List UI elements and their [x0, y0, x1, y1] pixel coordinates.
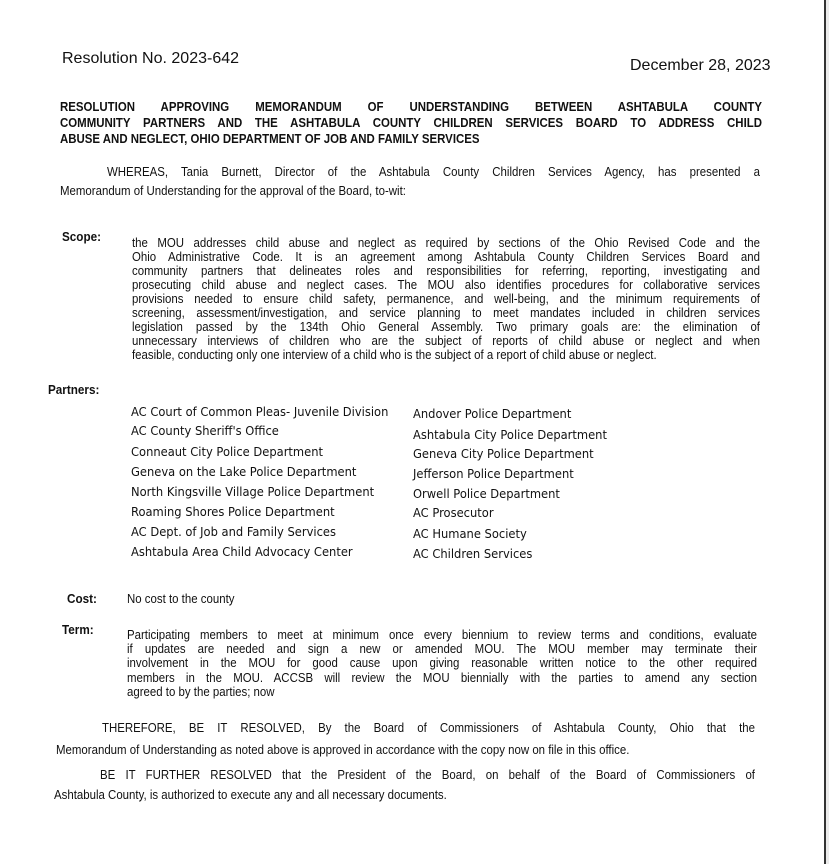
title-line: ABUSE AND NEGLECT, OHIO DEPARTMENT OF JOB AND FAMILY SERVICES: [60, 131, 480, 146]
partner-item: Geneva City Police Department: [413, 446, 594, 461]
partner-item: North Kingsville Village Police Department: [131, 484, 375, 499]
scope-line: legislation passed by the 134th Ohio General Assembly. Two primary goals are: the elimination of: [132, 319, 760, 334]
partner-item: AC Children Services: [413, 546, 533, 561]
term-label: Term:: [62, 622, 94, 637]
whereas-line: Memorandum of Understanding for the approval of the Board, to-wit:: [60, 183, 406, 198]
page-edge: [824, 0, 826, 864]
partner-item: Ashtabula Area Child Advocacy Center: [131, 544, 353, 559]
scope-line: provisions needed to ensure child safety, permanence, and well-being, and the minimum requirements of: [132, 291, 760, 306]
partner-item: Ashtabula City Police Department: [413, 427, 607, 442]
term-line: agreed to by the parties; now: [127, 683, 275, 699]
resolution-date: December 28, 2023: [630, 57, 771, 74]
scope-line: feasible, conducting only one interview of a child who is the subject of a report of child abuse or neglect.: [132, 347, 657, 362]
further-line: BE IT FURTHER RESOLVED that the President of the Board, on behalf of the Board of Commissioners of: [100, 767, 755, 782]
partner-item: AC Prosecutor: [413, 505, 494, 520]
therefore-line: THEREFORE, BE IT RESOLVED, By the Board of Commissioners of Ashtabula County, Ohio that the: [102, 720, 755, 735]
whereas-line: WHEREAS, Tania Burnett, Director of the Ashtabula County Children Services Agency, has presented a: [107, 164, 760, 179]
term-line: involvement in the MOU for good cause upon giving reasonable written notice to the other required: [127, 655, 757, 671]
scope-line: Ohio Administrative Code. It is an agreement among Ashtabula County Children Services Board and: [132, 249, 760, 264]
partner-item: AC County Sheriff's Office: [131, 423, 279, 438]
partner-item: Orwell Police Department: [413, 486, 560, 501]
partner-item: Andover Police Department: [413, 406, 572, 421]
further-line: Ashtabula County, is authorized to execute any and all necessary documents.: [54, 787, 447, 802]
scope-line: screening, assessment/investigation, and service planning to meet mandates included in children services: [132, 305, 760, 320]
partner-item: AC Humane Society: [413, 526, 527, 541]
term-line: if updates are needed and sign a new or amended MOU. The MOU member may terminate their: [127, 641, 757, 657]
partner-item: AC Court of Common Pleas- Juvenile Division: [131, 404, 389, 419]
partner-item: AC Dept. of Job and Family Services: [131, 524, 336, 539]
scope-line: unnecessary interviews of children who are the subject of reports of child abuse or neglect and when: [132, 333, 760, 348]
partner-item: Roaming Shores Police Department: [131, 504, 335, 519]
partner-item: Geneva on the Lake Police Department: [131, 464, 357, 479]
title-line: COMMUNITY PARTNERS AND THE ASHTABULA COUNTY CHILDREN SERVICES BOARD TO ADDRESS CHILD: [60, 115, 762, 130]
title-line: RESOLUTION APPROVING MEMORANDUM OF UNDERSTANDING BETWEEN ASHTABULA COUNTY: [60, 99, 762, 114]
scope-line: community partners that delineates roles and responsibilities for referring, reporting, investigating and: [132, 263, 760, 278]
scope-line: prosecuting child abuse and neglect cases. The MOU also identifies procedures for collaborative services: [132, 277, 760, 292]
term-line: Participating members to meet at minimum once every biennium to review terms and conditions, evaluate: [127, 627, 757, 642]
term-line: members in the MOU. ACCSB will review the MOU biennially with the parties to amend any section: [127, 669, 757, 685]
cost-text: No cost to the county: [127, 591, 235, 606]
scope-line: the MOU addresses child abuse and neglect as required by sections of the Ohio Revised Code and the: [132, 235, 760, 250]
therefore-line: Memorandum of Understanding as noted above is approved in accordance with the copy now on file in this office.: [56, 742, 630, 757]
cost-label: Cost:: [67, 591, 97, 606]
partner-item: Jefferson Police Department: [413, 466, 574, 481]
partners-label: Partners:: [48, 382, 100, 397]
resolution-number: Resolution No. 2023-642: [62, 50, 240, 67]
scope-label: Scope:: [62, 229, 102, 244]
partner-item: Conneaut City Police Department: [131, 444, 324, 459]
